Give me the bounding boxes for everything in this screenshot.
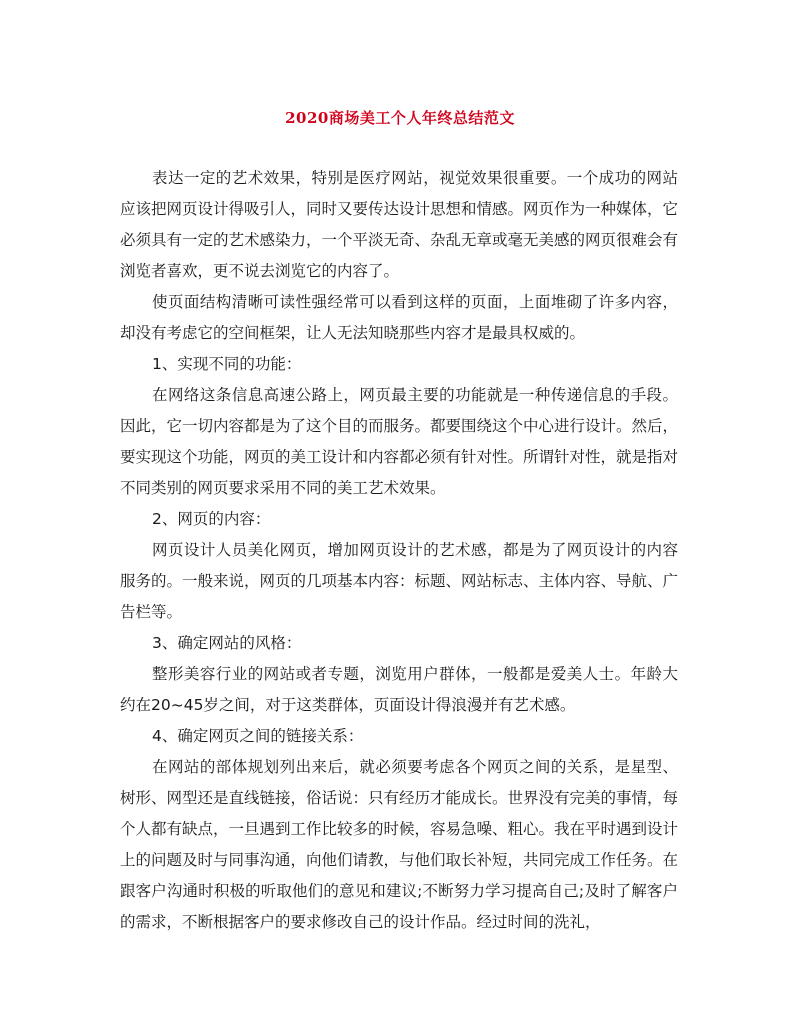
document-title: 2020商场美工个人年终总结范文 [285,109,515,127]
section-heading-functions: 1、实现不同的功能： [152,355,302,373]
document-body [120,163,678,938]
paragraph-functions: 在网络这条信息高速公路上，网页最主要的功能就是一种传递信息的手段。因此，它一切内容都是为了这个目的而服务。都要围绕这个中心进行设计。然后，要实现这个功能，网页的美工设计和内容都必须有针对性。所谓针对性，就是指对不同类别的网页要求采用不同的美工艺术效果。 [120,386,679,497]
section-heading-links: 4、确定网页之间的链接关系： [152,727,364,745]
section-heading-content: 2、网页的内容： [152,510,271,528]
paragraph-structure: 使页面结构清晰可读性强经常可以看到这样的页面，上面堆砌了许多内容，却没有考虑它的空间框架，让人无法知晓那些内容才是最具权威的。 [120,293,678,342]
paragraph-intro: 表达一定的艺术效果，特别是医疗网站，视觉效果很重要。一个成功的网站应该把网页设计得吸引人，同时又要传达设计思想和情感。网页作为一种媒体，它必须具有一定的艺术感染力，一个平淡无奇、杂乱无章或毫无美感的网页很难会有浏览者喜欢，更不说去浏览它的内容了。 [120,169,679,280]
section-heading-style: 3、确定网站的风格： [152,634,302,652]
paragraph-style: 整形美容行业的网站或者专题，浏览用户群体，一般都是爱美人士。年龄大约在20~45岁之间，对于这类群体，页面设计得浪漫并有艺术感。 [120,665,678,714]
paragraph-content: 网页设计人员美化网页，增加网页设计的艺术感，都是为了网页设计的内容服务的。一般来说，网页的几项基本内容：标题、网站标志、主体内容、导航、广告栏等。 [120,541,679,621]
paragraph-links: 在网站的部体规划列出来后，就必须要考虑各个网页之间的关系，是星型、树形、网型还是直线链接，俗话说：只有经历才能成长。世界没有完美的事情，每个人都有缺点，一旦遇到工作比较多的时候，容易急噪、粗心。我在平时遇到设计上的问题及时与同事沟通，向他们请教，与他们取长补短，共同完成工作任务。在跟客户沟通时积极的听取他们的意见和建议;不断努力学习提高自己;及时了解客户的需求，不断根据客户的要求修改自己的设计作品。经过时间的洗礼， [120,758,679,931]
